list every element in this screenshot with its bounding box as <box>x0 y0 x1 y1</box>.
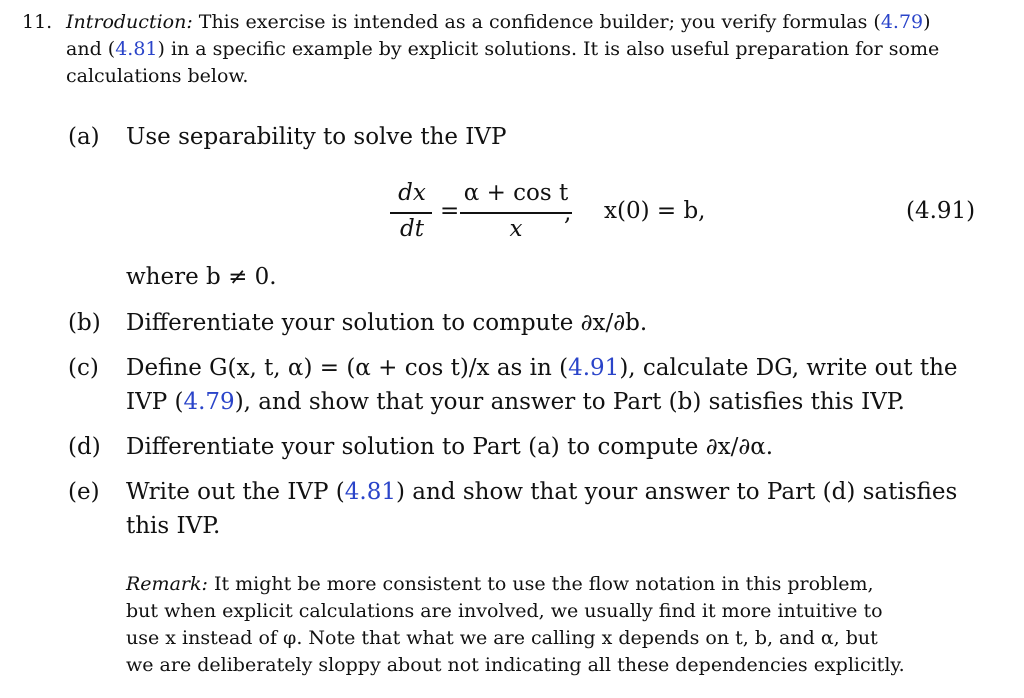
remark-line-4: we are deliberately sloppy about not indicating all these dependencies explicitly. <box>126 654 905 676</box>
intro-line-2-b: ) in a specific example by explicit solutions. It is also useful preparation for some <box>157 38 940 60</box>
eq-rhs-denominator: x <box>509 216 523 242</box>
ref-4-81-link-2[interactable]: 4.81 <box>344 479 396 505</box>
part-b-text: Differentiate your solution to compute ∂x/∂b. <box>126 310 648 336</box>
eq-lhs-fraction-bar <box>390 212 432 214</box>
part-c-line-1-a: Define G(x, t, α) = (α + cos t)/x as in ( <box>126 355 569 381</box>
ref-4-91-link[interactable]: 4.91 <box>568 355 620 381</box>
part-e-line-1 <box>126 479 957 505</box>
intro-line-3: calculations below. <box>66 65 249 87</box>
ref-4-81-link[interactable]: 4.81 <box>115 38 158 60</box>
remark-line-1-text: It might be more consistent to use the flow notation in this problem, <box>207 573 874 595</box>
remark-line-3: use x instead of φ. Note that what we are calling x depends on t, b, and α, but <box>126 627 878 649</box>
part-c-line-2-b: ), and show that your answer to Part (b) satisfies this IVP. <box>234 389 905 415</box>
intro-line-1 <box>66 9 931 36</box>
ref-4-79-link-2[interactable]: 4.79 <box>183 389 235 415</box>
part-e-line-2: this IVP. <box>126 513 221 539</box>
intro-line-1-end: ) <box>923 11 931 33</box>
eq-equals: = <box>440 198 460 224</box>
eq-rhs-fraction-bar <box>460 212 572 214</box>
ref-4-79-link[interactable]: 4.79 <box>880 11 924 33</box>
part-b-label: (b) <box>68 310 101 336</box>
intro-line-2-a: and ( <box>66 38 116 60</box>
part-d-text: Differentiate your solution to Part (a) to compute ∂x/∂α. <box>126 434 774 460</box>
part-c-label: (c) <box>68 355 99 381</box>
problem-number: 11. <box>22 11 53 33</box>
part-e-line-1-a: Write out the IVP ( <box>126 479 345 505</box>
eq-number-label: (4.91) <box>906 198 976 224</box>
part-c-line-1-b: ), calculate DG, write out the <box>619 355 958 381</box>
part-a-text: Use separability to solve the IVP <box>126 124 507 150</box>
eq-lhs-denominator: dt <box>400 216 424 242</box>
part-c-line-1 <box>126 355 958 381</box>
part-a-label: (a) <box>68 124 100 150</box>
remark-line-2: but when explicit calculations are involved, we usually find it more intuitive to <box>126 600 883 622</box>
part-c-line-2-a: IVP ( <box>126 389 184 415</box>
part-e-line-1-b: ) and show that your answer to Part (d) satisfies <box>396 479 958 505</box>
eq-lhs-numerator: dx <box>398 180 426 206</box>
intro-line-2 <box>66 36 939 63</box>
intro-label: Introduction: <box>66 11 193 33</box>
remark-line-1 <box>126 573 874 595</box>
eq-rhs-numerator: α + cos t <box>463 180 569 206</box>
part-d-label: (d) <box>68 434 101 460</box>
part-a-where: where b ≠ 0. <box>126 264 277 290</box>
part-e-label: (e) <box>68 479 100 505</box>
eq-comma: , <box>564 200 572 226</box>
eq-initial-condition: x(0) = b, <box>604 198 706 224</box>
part-c-line-2 <box>126 389 905 415</box>
remark-label: Remark: <box>126 573 208 595</box>
intro-line-1-text: This exercise is intended as a confidence builder; you verify formulas ( <box>192 11 881 33</box>
